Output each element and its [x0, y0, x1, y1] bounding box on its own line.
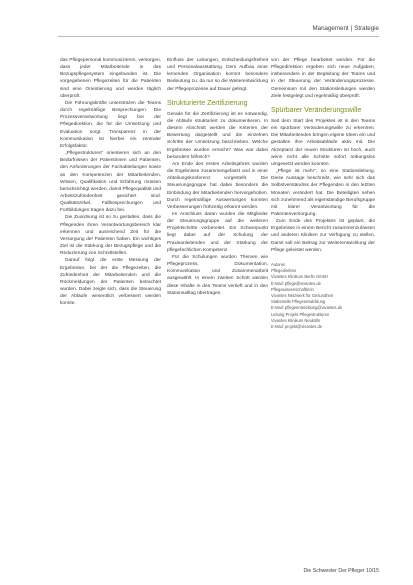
paragraph: Für die Schulungen wurden Themen wie Pflegeprozess, Dokumentation, Kommunikation und Zusammenarbeit ausgewählt. In einem zweiten Schritt werden diese Inhalte in den Teams vertieft und in den Stationsalltag übertragen.: [167, 254, 268, 296]
paragraph: Zum Ende des Projektes ist geplant, die Ergebnisse in einem Bericht zusammenzufassen und anderen Kliniken zur Verfügung zu stellen. Damit soll ein Beitrag zur Weiterentwicklung der Pflege geleistet werden.: [271, 219, 375, 253]
author-line: Autoren: [271, 261, 286, 267]
subsection-label: Strategie: [354, 25, 379, 32]
section-label: Management: [312, 25, 349, 32]
author-line: Vivantes Klinikum Berlin GmbH: [271, 274, 328, 280]
header-separator: |: [350, 25, 353, 32]
author-line: Stabsstelle Pflegeentwicklung: [271, 299, 326, 305]
paragraph: „Pflege ist mehr“, so eine Stationsleitung. Diese Aussage beschreibt, wie sehr sich das Selbstverständnis der Pflegenden in den letzten Monaten verändert hat. Die Beteiligten sehen sich zunehmend als eigenständige Berufsgruppe mit klarer Verantwortung für die Patientenversorgung.: [271, 169, 375, 217]
author-line: Leitung Projekt Pflegestrukturen: [271, 311, 330, 317]
author-line: E-Mail: projekt@vivantes.de: [271, 323, 323, 329]
header-rule: [58, 36, 379, 37]
paragraph: Darauf folgt die erste Messung der Ergebnisse, bei der die Pflegezeiten, die Zufriedenheit der Mitarbeitenden und die Rückmeldungen der Patienten betrachtet wurden. Dabei zeigte sich, dass die Steuerung der Abläufe wesentlich verbessert werden konnte.: [60, 258, 161, 307]
paragraph: Einfluss der Leitungen, Entscheidungsfreiheit und Personalausstattung. Dem Aufbau einer lernenden Organisation kommt besondere Bedeutung zu, da nur so die Weiterentwicklung der Pflegeprozesse auf Dauer gelingt.: [167, 58, 268, 92]
page-footer: Die Schwester Der Pfleger 10/15: [303, 568, 379, 574]
author-line: Vivantes Netzwerk für Gesundheit: [271, 292, 333, 298]
paragraph: Im Anschluss daran wurden die Mitglieder der Steuerungsgruppe auf die weiteren Projektschritte vorbereitet. Ein Schwerpunkt liegt dabei auf der Schulung der Praxisanleitenden und der Stärkung der pflegefachlichen Kompetenz.: [167, 211, 268, 253]
paragraph: Am Ende des ersten Arbeitsjahres wurden die Ergebnisse zusammengefasst und in einer Abteilungskonferenz vorgestellt. Die Steuerungsgruppe hat dabei besonders die Einbindung der Mitarbeitenden hervorgehoben. Durch regelmäßige Auswertungen konnten Verbesserungen frühzeitig erkannt werden.: [167, 161, 268, 210]
text-column-2: [167, 57, 268, 297]
text-column-3: [271, 57, 375, 330]
paragraph: „Pflegestrukturen“ orientieren sich an den Bedürfnissen der Patientinnen und Patienten, den Anforderungen der Fachabteilungen sowie an den Kompetenzen der Mitarbeitenden. Wissen, Qualifikation und Erfahrung müssen berücksichtigt werden, damit Pflegequalität und Arbeitszufriedenheit gesichert sind. Qualitätszirkel, Fallbesprechungen und Fortbildungen tragen dazu bei.: [60, 151, 161, 214]
text-column-1: [60, 57, 161, 307]
author-line: Pflegewissenschaftlerin: [271, 286, 314, 292]
author-info: [271, 262, 375, 330]
author-line: E-Mail: pflegeentwicklung@vivantes.de: [271, 305, 343, 311]
section-heading: Strukturierte Zertifizierung: [167, 99, 248, 107]
section-heading: Spürbarer Veränderungswille: [271, 106, 362, 114]
author-line: Vivantes Klinikum Neukölln: [271, 317, 321, 323]
paragraph: von der Pflege bearbeitet werden. Für die Pflegedirektion ergeben sich neue Aufgaben, insbesondere in der Begleitung der Teams und in der Steuerung der Veränderungsprozesse. Gemeinsam mit den Stationsleitungen werden Ziele festgelegt und regelmäßig überprüft.: [271, 58, 375, 99]
paragraph: Die Führungskräfte unterstützen die Teams durch regelmäßige Besprechungen. Die Prozessverantwortung liegt bei der Pflegedirektion, die für die Umsetzung und Evaluation sorgt. Transparenz in der Kommunikation ist hierbei ein zentraler Erfolgsfaktor.: [60, 100, 161, 149]
paragraph: Gerade für die Zertifizierung ist es notwendig, die Abläufe strukturiert zu dokumentieren. In diesem Abschnitt werden die Kriterien der Bewertung dargestellt und die einzelnen Schritte der Umsetzung beschrieben. Welche Ergebnisse wurden erreicht? Was war dabei besonders hilfreich?: [167, 111, 268, 160]
paragraph: das Pflegepersonal kommunizieren, versorgen, dass jeder Mitarbeitende in das Bezugspflegesystem eingebunden ist. Die vorgegebenen Pflegezeiten für die Patienten sind eine Orientierung und werden täglich überprüft.: [60, 58, 161, 99]
paragraph: Die Zuordnung ist so zu gestalten, dass die Pflegenden ihren Verantwortungsbereich klar erkennen und ausreichend Zeit für die Versorgung der Patienten haben. Ein wichtiges Ziel ist die Stärkung der Bezugspflege und die Reduzierung von Schnittstellen.: [60, 215, 161, 257]
author-line: Pflegedirektor: [271, 268, 297, 274]
section-header: [313, 25, 380, 32]
paragraph: Seit dem Start des Projektes ist in den Teams ein spürbarer Veränderungswille zu erkennen. Die Mitarbeitenden bringen eigene Ideen ein und gestalten ihre Arbeitsabläufe aktiv mit. Die Akzeptanz der neuen Strukturen ist hoch, auch wenn nicht alle Schritte sofort reibungslos umgesetzt werden konnten.: [271, 118, 375, 167]
author-line: E-Mail: pflege@vivantes.de: [271, 280, 321, 286]
